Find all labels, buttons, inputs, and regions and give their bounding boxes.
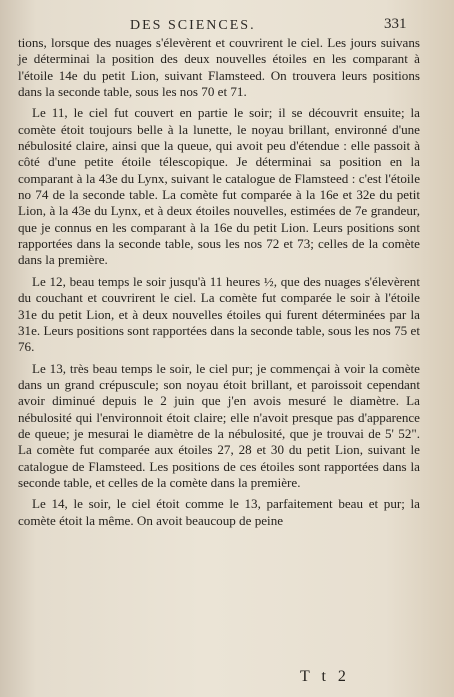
paragraph: Le 11, le ciel fut couvert en partie le soir; il se découvrit ensuite; la comète étoit toujours belle à la lunette, le noyau brillant, environné d'une nébulosité claire, ainsi que la queue, qui avoit peu d'étendue : elle passoit à côté d'une petite étoile télescopique. Je déterminai sa position en la comparant à la 43e du Lynx, suivant le catalogue de Flamsteed : c'est l'étoile no 74 de la seconde table. La comète fut comparée à la 16e et 32e du petit Lion, à la 43e du Lynx, et à deux étoiles nouvelles, estimées de 7e grandeur, que je connus en les comparant à la 16e du petit Lion. Leurs positions sont rapportées dans la seconde table, sous les nos 72 et 73; celles de la comète dans la première. [18, 105, 420, 268]
page-header [0, 16, 454, 36]
signature-mark: T t 2 [300, 668, 350, 685]
page-number: 331 [384, 16, 407, 32]
paragraph: Le 13, très beau temps le soir, le ciel pur; je commençai à voir la comète dans un grand crépuscule; son noyau étoit brillant, et paroissoit cependant avoir diminué depuis le 2 juin que j'en avois mesuré le diamètre. La nébulosité qui l'environnoit étoit claire; elle n'avoit presque pas d'apparence de queue; je mesurai le diamètre de la nébulosité, que je trouvai de 5' 52". La comète fut comparée aux étoiles 27, 28 et 30 du petit Lion, suivant le catalogue de Flamsteed. Les positions de ces étoiles sont rapportées dans la seconde table, et celles de la comète dans la première. [18, 360, 420, 490]
running-head: DES SCIENCES. [130, 18, 256, 33]
paragraph: Le 12, beau temps le soir jusqu'à 11 heures ½, que des nuages s'élevèrent du couchant et couvrirent le ciel. La comète fut comparée le soir à l'étoile 31e du petit Lion, et à deux nouvelles étoiles qui furent déterminées par la 31e. Leurs positions sont rapportées dans la seconde table, sous les nos 75 et 76. [18, 273, 420, 355]
body-text [18, 35, 420, 534]
paragraph: Le 14, le soir, le ciel étoit comme le 13, parfaitement beau et pur; la comète étoit la même. On avoit beaucoup de peine [18, 496, 420, 528]
paragraph: tions, lorsque des nuages s'élevèrent et couvrirent le ciel. Les jours suivans je déterminai la position des deux nouvelles étoiles en les comparant à l'étoile 14e du petit Lion, suivant Flamsteed. On trouvera leurs positions dans la seconde table, sous les nos 70 et 71. [18, 35, 420, 100]
